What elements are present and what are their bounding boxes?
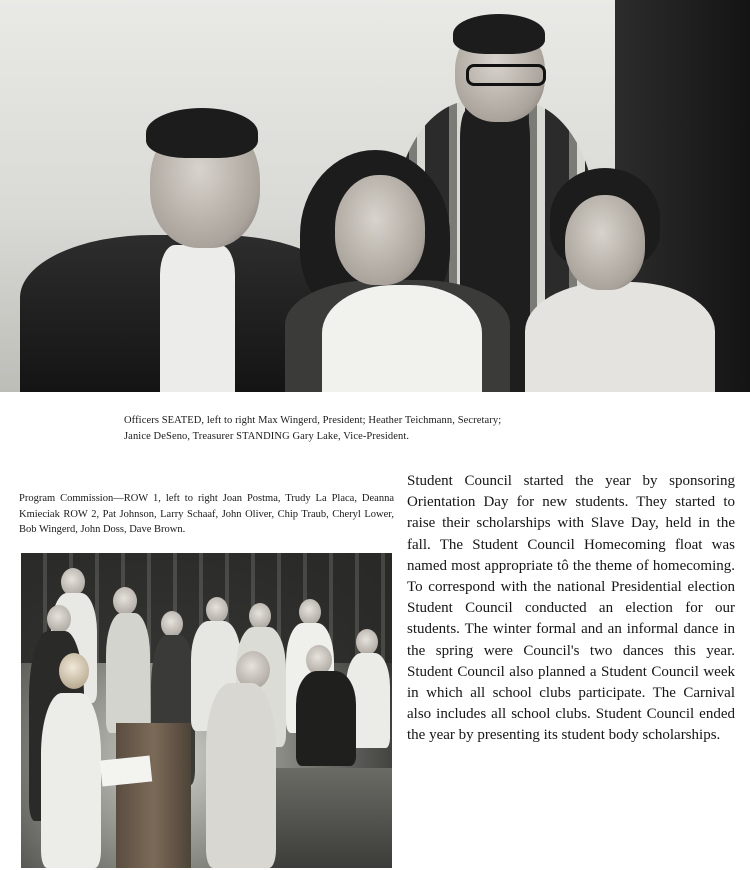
- student-council-article: Student Council started the year by sponsoring Orientation Day for new students. They started to raise their scholarships with Slave Day, held in the fall. The Student Council Homecoming float was named most appropriate tô the theme of homecoming. To correspond with the national Presidential election Student Council conducted an election for our students. The winter formal and an informal dance in the spring were Council's two dances this year. Student Council also planned a Student Council week in which all school clubs participate. The Carnival also includes all school clubs. Student Council ended the year by presenting its student body scholarships.: [407, 473, 735, 744]
- officers-photo: [0, 0, 750, 392]
- lectern-papers: [100, 755, 152, 786]
- officers-caption-line-2: Janice DeSeno, Treasurer STANDING Gary Lake, Vice-President.: [124, 431, 410, 442]
- program-commission-photo: [21, 553, 392, 868]
- officers-caption-line-1: Officers SEATED, left to right Max Wingerd, President; Heather Teichmann, Secretary;: [124, 415, 502, 426]
- officers-caption: [124, 413, 644, 445]
- lectern: [116, 723, 191, 868]
- program-commission-caption: Program Commission—ROW 1, left to right Joan Postma, Trudy La Placa, Deanna Kmieciak ROW 2, Pat Johnson, Larry Schaaf, John Oliver, Chip Traub, Cheryl Lower, Bob Wingerd, John Doss, Dave Brown.: [19, 493, 394, 535]
